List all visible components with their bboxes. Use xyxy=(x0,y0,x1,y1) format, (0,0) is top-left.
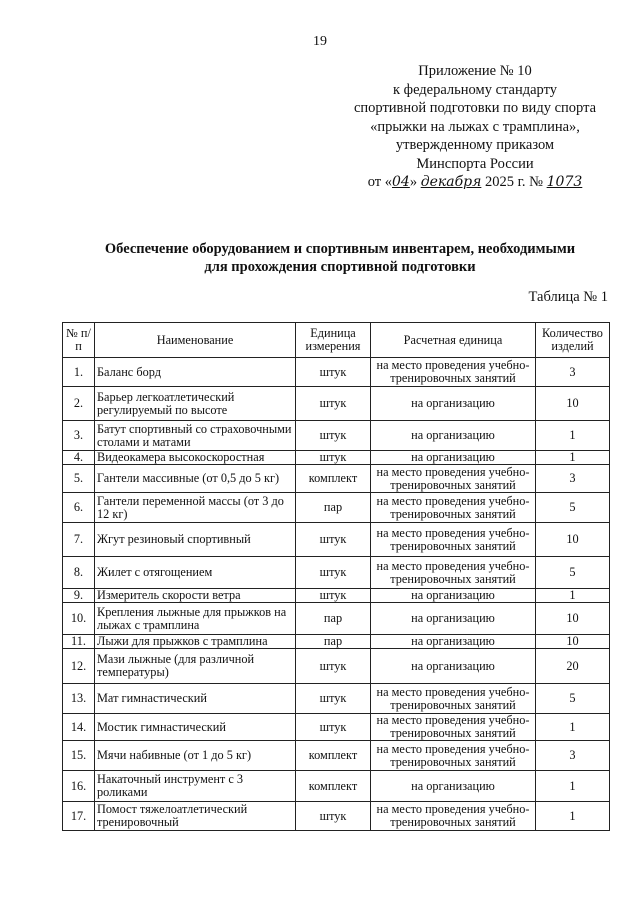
table-row xyxy=(63,714,610,741)
column-header: Расчетная единица xyxy=(371,323,536,358)
row-number: 9. xyxy=(63,589,95,603)
calc-unit: на место проведения учебно-тренировочных занятий xyxy=(371,523,536,557)
unit: штук xyxy=(296,589,371,603)
table-row xyxy=(63,771,610,802)
unit: комплект xyxy=(296,741,371,771)
unit: штук xyxy=(296,421,371,451)
unit: пар xyxy=(296,635,371,649)
page-number: 19 xyxy=(313,34,327,49)
table-row xyxy=(63,421,610,451)
item-name: Мячи набивные (от 1 до 5 кг) xyxy=(95,741,296,771)
item-name: Помост тяжелоатлетический тренировочный xyxy=(95,802,296,831)
column-header: Единица измерения xyxy=(296,323,371,358)
calc-unit: на организацию xyxy=(371,421,536,451)
appendix-line: Минспорта России xyxy=(416,155,534,172)
unit: пар xyxy=(296,603,371,635)
row-number: 8. xyxy=(63,557,95,589)
handwritten-day: 04 xyxy=(392,174,410,190)
quantity: 1 xyxy=(536,714,610,741)
calc-unit: на место проведения учебно-тренировочных занятий xyxy=(371,714,536,741)
row-number: 4. xyxy=(63,451,95,465)
unit: штук xyxy=(296,684,371,714)
unit: штук xyxy=(296,387,371,421)
row-number: 17. xyxy=(63,802,95,831)
quantity: 5 xyxy=(536,493,610,523)
column-header: № п/п xyxy=(63,323,95,358)
calc-unit: на организацию xyxy=(371,603,536,635)
table-row xyxy=(63,589,610,603)
appendix-line: Приложение № 10 xyxy=(418,63,532,79)
item-name: Накаточный инструмент с 3 роликами xyxy=(95,771,296,802)
quantity: 5 xyxy=(536,684,610,714)
row-number: 10. xyxy=(63,603,95,635)
calc-unit: на организацию xyxy=(371,451,536,465)
order-date-line xyxy=(330,173,620,192)
table-row xyxy=(63,635,610,649)
table-label: Таблица № 1 xyxy=(528,289,608,305)
quantity: 5 xyxy=(536,557,610,589)
row-number: 1. xyxy=(63,358,95,387)
appendix-line: «прыжки на лыжах с трамплина», xyxy=(370,118,580,135)
title-line: для прохождения спортивной подготовки xyxy=(204,259,476,275)
table-row xyxy=(63,649,610,684)
equipment-table xyxy=(62,322,610,831)
calc-unit: на организацию xyxy=(371,649,536,684)
item-name: Измеритель скорости ветра xyxy=(95,589,296,603)
item-name: Жилет с отягощением xyxy=(95,557,296,589)
quantity: 10 xyxy=(536,635,610,649)
date-mid: » xyxy=(409,174,418,190)
table-row xyxy=(63,684,610,714)
quantity: 20 xyxy=(536,649,610,684)
table-row xyxy=(63,741,610,771)
row-number: 12. xyxy=(63,649,95,684)
calc-unit: на организацию xyxy=(371,771,536,802)
quantity: 1 xyxy=(536,421,610,451)
unit: штук xyxy=(296,451,371,465)
calc-unit: на организацию xyxy=(371,387,536,421)
date-prefix: от « xyxy=(367,174,392,190)
document-title xyxy=(60,240,620,276)
year-text: 2025 г. № xyxy=(484,174,544,190)
table-row xyxy=(63,387,610,421)
table-row xyxy=(63,603,610,635)
unit: комплект xyxy=(296,771,371,802)
item-name: Видеокамера высокоскоростная xyxy=(95,451,296,465)
appendix-block xyxy=(330,62,620,192)
item-name: Лыжи для прыжков с трамплина xyxy=(95,635,296,649)
appendix-line: утвержденному приказом xyxy=(395,137,555,153)
quantity: 1 xyxy=(536,451,610,465)
column-header: Количество изделий xyxy=(536,323,610,358)
quantity: 3 xyxy=(536,465,610,493)
row-number: 13. xyxy=(63,684,95,714)
table-row xyxy=(63,358,610,387)
quantity: 10 xyxy=(536,387,610,421)
row-number: 7. xyxy=(63,523,95,557)
unit: штук xyxy=(296,649,371,684)
row-number: 6. xyxy=(63,493,95,523)
item-name: Мат гимнастический xyxy=(95,684,296,714)
unit: комплект xyxy=(296,465,371,493)
calc-unit: на организацию xyxy=(371,635,536,649)
item-name: Баланс борд xyxy=(95,358,296,387)
row-number: 14. xyxy=(63,714,95,741)
handwritten-order-number: 1073 xyxy=(546,174,583,190)
item-name: Батут спортивный со страховочными столами и матами xyxy=(95,421,296,451)
item-name: Мостик гимнастический xyxy=(95,714,296,741)
table-row xyxy=(63,523,610,557)
title-line: Обеспечение оборудованием и спортивным инвентарем, необходимыми xyxy=(104,241,576,257)
calc-unit: на место проведения учебно-тренировочных занятий xyxy=(371,465,536,493)
row-number: 11. xyxy=(63,635,95,649)
table-row xyxy=(63,557,610,589)
unit: пар xyxy=(296,493,371,523)
row-number: 2. xyxy=(63,387,95,421)
item-name: Барьер легкоатлетический регулируемый по высоте xyxy=(95,387,296,421)
quantity: 3 xyxy=(536,741,610,771)
table-row xyxy=(63,451,610,465)
unit: штук xyxy=(296,358,371,387)
unit: штук xyxy=(296,523,371,557)
table-row xyxy=(63,493,610,523)
calc-unit: на место проведения учебно-тренировочных занятий xyxy=(371,802,536,831)
appendix-line: спортивной подготовки по виду спорта xyxy=(353,100,597,116)
column-header: Наименование xyxy=(95,323,296,358)
calc-unit: на место проведения учебно-тренировочных занятий xyxy=(371,493,536,523)
quantity: 10 xyxy=(536,603,610,635)
quantity: 3 xyxy=(536,358,610,387)
row-number: 5. xyxy=(63,465,95,493)
row-number: 15. xyxy=(63,741,95,771)
appendix-line: к федеральному стандарту xyxy=(393,81,557,98)
calc-unit: на место проведения учебно-тренировочных занятий xyxy=(371,358,536,387)
calc-unit: на организацию xyxy=(371,589,536,603)
table-row xyxy=(63,802,610,831)
handwritten-month: декабря xyxy=(420,174,482,190)
item-name: Жгут резиновый спортивный xyxy=(95,523,296,557)
table-row xyxy=(63,465,610,493)
item-name: Гантели массивные (от 0,5 до 5 кг) xyxy=(95,465,296,493)
item-name: Крепления лыжные для прыжков на лыжах с трамплина xyxy=(95,603,296,635)
unit: штук xyxy=(296,802,371,831)
row-number: 3. xyxy=(63,421,95,451)
quantity: 1 xyxy=(536,589,610,603)
quantity: 1 xyxy=(536,771,610,802)
unit: штук xyxy=(296,714,371,741)
item-name: Мази лыжные (для различной температуры) xyxy=(95,649,296,684)
calc-unit: на место проведения учебно-тренировочных занятий xyxy=(371,557,536,589)
calc-unit: на место проведения учебно-тренировочных занятий xyxy=(371,684,536,714)
calc-unit: на место проведения учебно-тренировочных занятий xyxy=(371,741,536,771)
quantity: 10 xyxy=(536,523,610,557)
quantity: 1 xyxy=(536,802,610,831)
unit: штук xyxy=(296,557,371,589)
item-name: Гантели переменной массы (от 3 до 12 кг) xyxy=(95,493,296,523)
row-number: 16. xyxy=(63,771,95,802)
